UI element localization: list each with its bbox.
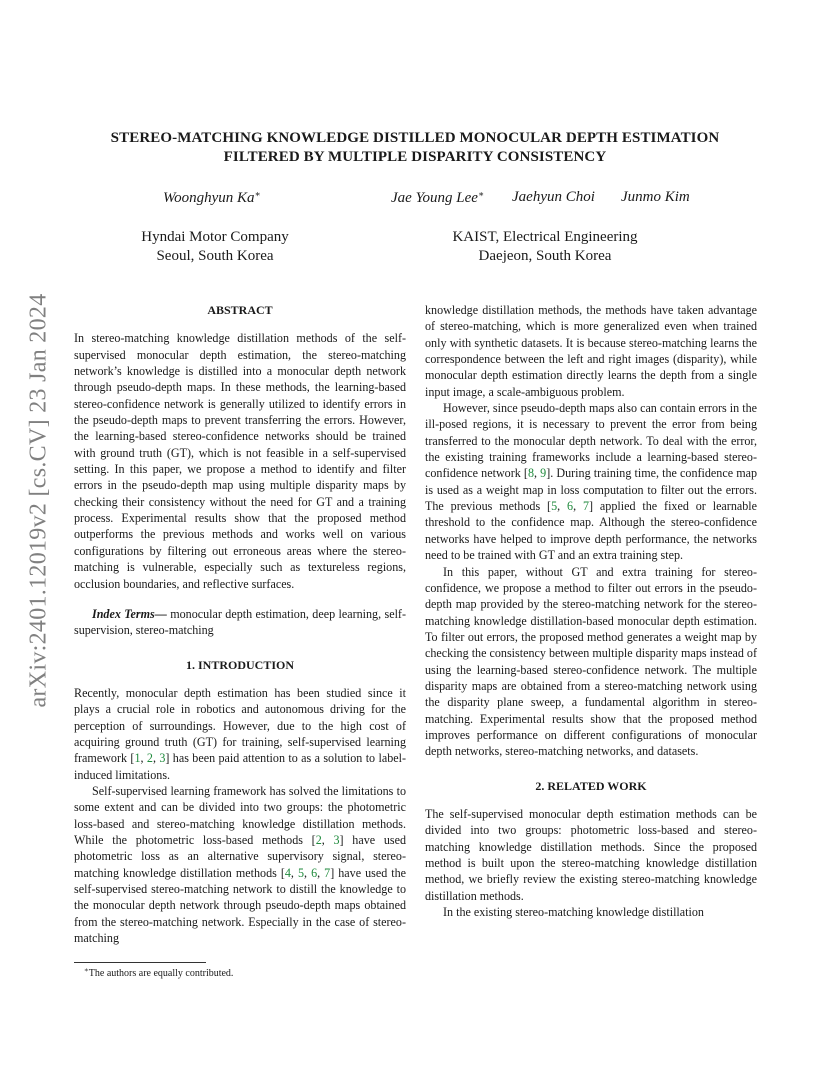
author-2-mark: ∗ (477, 189, 485, 199)
related-work-heading: 2. RELATED WORK (535, 778, 647, 793)
author-4 (621, 189, 690, 206)
footnote-text: The authors are equally contributed. (88, 968, 234, 979)
citation-link[interactable]: 6 (567, 499, 574, 514)
abstract-text: In stereo-matching knowledge distillation methods of the self-supervised monocular depth estimation, the stereo-matching network’s knowledge is distilled into a monocular depth network through pseudo-depth maps. In these methods, the learning-based stereo-confidence network is generally utilized to identify errors in the pseudo-depth maps to prevent transferring the errors. However, the learning-based stereo-confidence networks should be trained with ground truth (GT), which is not feasible in a self-supervised setting. In this paper, we propose a method to identify and filter errors in the pseudo-depth map using multiple disparity maps by checking their consistency without the need for GT and a training process. Experimental results show that the proposed method outperforms the previous methods and works well on various configurations by filtering out erroneous areas where the stereo-matching is vulnerable, especially such as textureless regions, occlusion boundaries, and reflective surfaces. (74, 331, 406, 591)
right-paragraph-1: knowledge distillation methods, the methods have taken advantage of stereo-matching, which is more generalized even when trained only with synthetic datasets. It is because stereo-matching learns the correspondence between the left and right images (disparity), while monocular depth estimation directly learns the depth from a single input image, a scale-ambiguous problem. (425, 303, 757, 399)
author-3 (512, 189, 595, 206)
author-1-mark: ∗ (254, 189, 261, 199)
footnote-divider (74, 962, 206, 963)
related-paragraph-1: The self-supervised monocular depth estimation methods can be divided into two groups: photometric loss-based and stereo-matching knowledge distillation methods. Since the proposed method is built upon the stereo-matching knowledge distillation method, we briefly review the existing stereo-matching knowledge distillation methods. (425, 806, 757, 903)
right-column (425, 302, 757, 920)
author-3-name: Jaehyun Choi (512, 189, 595, 205)
citation-link[interactable]: 8 (527, 466, 534, 481)
arxiv-identifier-stamp (22, 290, 56, 710)
title-line-1: STEREO-MATCHING KNOWLEDGE DISTILLED MONOCULAR DEPTH ESTIMATION (110, 130, 720, 146)
citation-link[interactable]: 2 (315, 832, 322, 847)
footnote (84, 966, 233, 979)
citation-link[interactable]: 5 (551, 499, 558, 514)
author-1 (163, 189, 261, 207)
arxiv-stamp-text: arXiv:2401.12019v2 [cs.CV] 23 Jan 2024 (25, 292, 52, 708)
introduction-heading: 1. INTRODUCTION (185, 657, 294, 672)
author-4-name: Junmo Kim (621, 189, 690, 205)
affiliation-1-line-2: Seoul, South Korea (156, 248, 274, 264)
index-terms-label: Index Terms— (92, 606, 167, 621)
author-2-name: Jae Young Lee (391, 190, 478, 206)
related-paragraph-2: In the existing stereo-matching knowledge distillation (443, 905, 704, 920)
citation-link[interactable]: 9 (540, 466, 547, 481)
right-paragraph-3: In this paper, without GT and extra training for stereo-confidence, we propose a method to filter out errors in the pseudo-depth map provided by the stereo-matching network for the stereo-matching knowledge distillation-based monocular depth estimation. To filter out errors, the proposed method generates a weight map by checking the consistency between multiple disparity maps instead of using the learning-based stereo-confidence network. The multiple disparity maps are obtained from a stereo-matching network using the disparity plane sweep, a fundamental algorithm in stereo-matching. Experimental results show that the proposed method improves performance on different configurations of monocular depth networks, stereo-matching networks, and datasets. (425, 564, 757, 759)
abstract-heading: ABSTRACT (207, 303, 273, 317)
citation-link[interactable]: 6 (311, 865, 318, 880)
citation-link[interactable]: 2 (146, 751, 153, 766)
citation-link[interactable]: 4 (284, 865, 291, 880)
author-1-name: Woonghyun Ka (163, 190, 255, 206)
affiliation-1 (110, 228, 320, 266)
left-column (74, 302, 406, 946)
index-terms (74, 606, 406, 639)
paper-title (70, 129, 760, 167)
citation-link[interactable]: 3 (333, 832, 340, 847)
right-paragraph-2: However, since pseudo-depth maps also can contain errors in the ill-posed regions, it is necessary to prevent the error from being transferred to the monocular depth network. To deal with the error, the existing training frameworks include a learning-based stereo-confidence network [8, 9]. During training time, the confidence map is used as a weight map in loss computation to filter out the errors. The previous methods [5, 6, 7] applied the fixed or learnable threshold to the confidence map. Although the stereo-confidence networks have helped to improve depth performance, the networks need to be trained with GT and an extra training step. (425, 401, 758, 563)
intro-paragraph-2: Self-supervised learning framework has solved the limitations to some extent and can be divided into two groups: the photometric loss-based and stereo-matching knowledge distillation methods. While the photometric loss-based methods [2, 3] have used photometric loss as an alternative supervisory signal, stereo-matching knowledge distillation methods [4, 5, 6, 7] have used the self-supervised stereo-matching network to distill the knowledge to the monocular depth network through pseudo-depth maps obtained from the stereo-matching network. Especially in the case of stereo-matching (74, 783, 407, 946)
intro-paragraph-1: Recently, monocular depth estimation has been studied since it plays a crucial role in robotics and autonomous driving for the perception of surroundings. However, due to the high cost of acquiring ground truth (GT) for training, self-supervised learning framework [1, 2, 3] has been paid attention to as a solution to label-induced limitations. (74, 685, 407, 782)
index-terms-text: monocular depth estimation, deep learning, self-supervision, stereo-matching (74, 606, 406, 638)
citation-link[interactable]: 3 (159, 751, 166, 766)
affiliation-2 (420, 228, 670, 266)
citation-link[interactable]: 7 (324, 865, 331, 880)
title-line-2: FILTERED BY MULTIPLE DISPARITY CONSISTENCY (223, 149, 607, 165)
citation-link[interactable]: 5 (297, 865, 305, 880)
affiliation-1-line-1: Hyndai Motor Company (141, 229, 289, 245)
citation-link[interactable]: 1 (134, 751, 141, 766)
citation-link[interactable]: 7 (582, 499, 590, 514)
footnote-mark: ∗ (84, 966, 89, 974)
affiliation-2-line-1: KAIST, Electrical Engineering (452, 229, 638, 245)
affiliation-2-line-2: Daejeon, South Korea (478, 248, 612, 264)
author-2 (391, 189, 484, 207)
